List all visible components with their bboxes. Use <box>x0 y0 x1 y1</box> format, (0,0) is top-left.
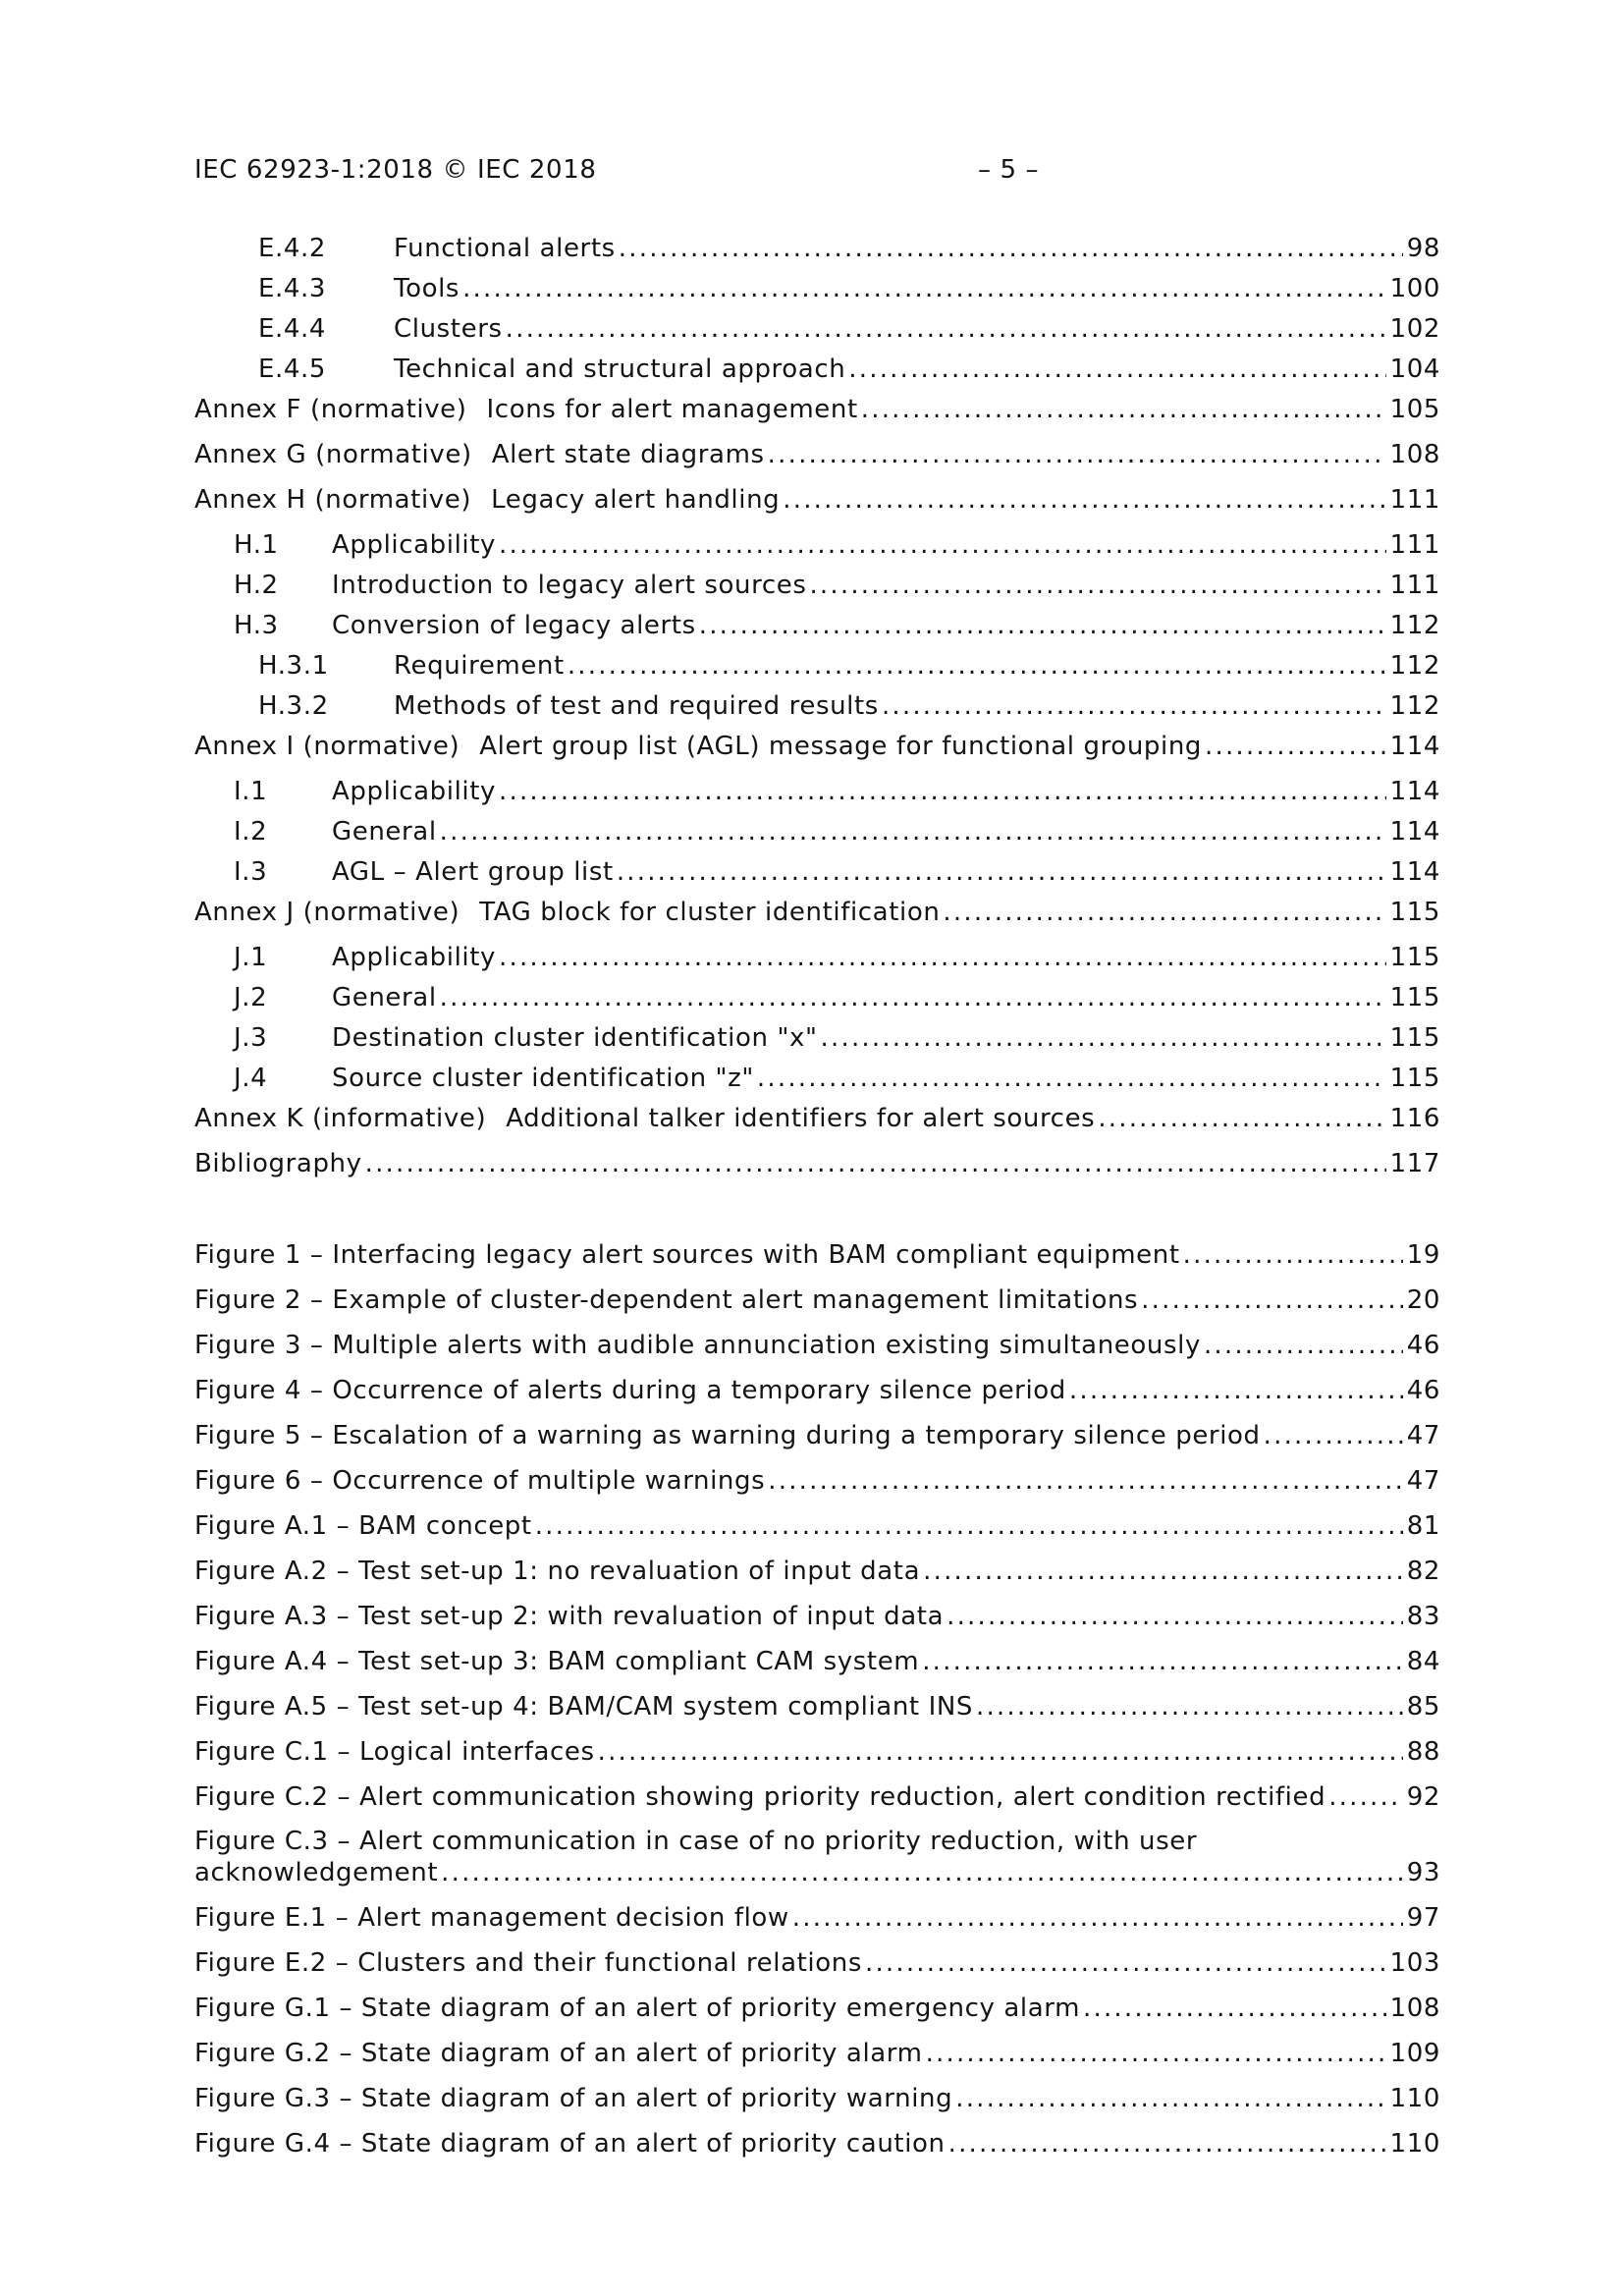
toc-entry-page: 115 <box>1389 1064 1440 1093</box>
toc-entry-page: 111 <box>1389 571 1440 600</box>
toc-entry-number: E.4.5 <box>258 355 327 384</box>
toc-leader <box>499 529 1386 561</box>
figure-entry-page: 108 <box>1389 1994 1440 2023</box>
figure-entry[interactable] <box>194 2128 1440 2159</box>
toc-entry-title: General <box>332 817 437 847</box>
toc-entry-title: Bibliography <box>194 1149 362 1178</box>
toc-entry-title: Legacy alert handling <box>491 485 781 515</box>
toc-entry-number: E.4.3 <box>258 274 327 303</box>
figure-entry-page: 83 <box>1406 1602 1440 1631</box>
toc-leader <box>861 394 1386 425</box>
toc-entry[interactable] <box>194 1103 1440 1134</box>
toc-leader <box>922 1646 1402 1677</box>
toc-leader <box>462 273 1386 304</box>
figure-entry-page: 110 <box>1389 2129 1440 2159</box>
toc-entry[interactable] <box>234 856 1440 888</box>
toc-leader <box>365 1148 1386 1179</box>
figure-entry[interactable] <box>194 2038 1440 2069</box>
figure-entry-title: Figure A.3 – Test set-up 2: with revaluation of input data <box>194 1602 945 1631</box>
toc-entry[interactable] <box>194 394 1440 425</box>
toc-entry-title: Technical and structural approach <box>394 355 846 384</box>
toc-entry-page: 111 <box>1389 485 1440 515</box>
toc-entry[interactable] <box>234 529 1440 561</box>
toc-entry-page: 112 <box>1389 691 1440 721</box>
toc-entry[interactable] <box>234 570 1440 601</box>
figure-entry[interactable] <box>194 1826 1440 1888</box>
toc-leader <box>809 570 1385 601</box>
toc-entry-page: 115 <box>1389 1023 1440 1053</box>
figure-entry-page: 46 <box>1406 1376 1440 1405</box>
toc-entry-title: Clusters <box>394 314 503 344</box>
toc-entry-title: General <box>332 983 437 1012</box>
toc-entry-page: 108 <box>1389 440 1440 469</box>
figure-entry[interactable] <box>194 1691 1440 1722</box>
toc-entry[interactable] <box>258 690 1440 722</box>
toc-entry-title: Methods of test and required results <box>394 691 879 721</box>
page-number: – 5 – <box>978 155 1040 185</box>
toc-entry-number: E.4.2 <box>258 234 327 263</box>
toc-leader <box>1183 1239 1403 1271</box>
toc-entry-title: Requirement <box>394 651 565 681</box>
toc-leader <box>783 484 1385 516</box>
toc-leader <box>1204 1330 1403 1361</box>
figure-entry-title: Figure A.1 – BAM concept <box>194 1511 532 1541</box>
toc-leader <box>568 650 1386 682</box>
toc-entry-number: Annex I (normative) <box>194 732 460 761</box>
toc-entry-number: H.3 <box>234 611 279 640</box>
figure-entry-page: 85 <box>1406 1692 1440 1722</box>
toc-entry-page: 102 <box>1389 314 1440 344</box>
toc-entry-number: H.3.1 <box>258 651 329 681</box>
figure-entry-page: 81 <box>1406 1511 1440 1541</box>
toc-entry-title: Introduction to legacy alert sources <box>332 571 807 600</box>
figure-entry-title: Figure G.4 – State diagram of an alert of priority caution <box>194 2129 946 2159</box>
toc-leader <box>1328 1781 1403 1813</box>
toc-leader <box>499 942 1386 973</box>
toc-entry-number: Annex K (informative) <box>194 1104 487 1133</box>
toc-entry-number: J.3 <box>234 1023 268 1053</box>
figure-entry-title: Figure 5 – Escalation of a warning as warning during a temporary silence period <box>194 1421 1261 1450</box>
toc-entry[interactable] <box>258 650 1440 682</box>
toc-entry-page: 117 <box>1389 1149 1440 1178</box>
figure-entry-page: 110 <box>1389 2084 1440 2113</box>
toc-entry-page: 114 <box>1389 857 1440 887</box>
figure-entry-title: Figure C.3 – Alert communication in case of no priority reduction, with user <box>194 1827 1198 1856</box>
figure-entry-page: 19 <box>1406 1240 1440 1270</box>
toc-entry-title: AGL – Alert group list <box>332 857 614 887</box>
toc-entry-number: J.2 <box>234 983 268 1012</box>
toc-entry-number: I.1 <box>234 777 268 806</box>
figure-entry-page: 47 <box>1406 1466 1440 1496</box>
toc-leader <box>598 1736 1403 1768</box>
toc-entry-number: I.3 <box>234 857 268 887</box>
toc-entry[interactable] <box>234 1022 1440 1054</box>
figure-entry-title: Figure 3 – Multiple alerts with audible annunciation existing simultaneously <box>194 1331 1201 1360</box>
toc-leader <box>955 2083 1385 2114</box>
toc-entry-page: 114 <box>1389 817 1440 847</box>
figure-entry[interactable] <box>194 1646 1440 1677</box>
figure-entry-title: Figure 4 – Occurrence of alerts during a temporary silence period <box>194 1376 1066 1405</box>
toc-entry[interactable] <box>234 1063 1440 1094</box>
figure-entry-page: 103 <box>1389 1948 1440 1978</box>
toc-entry-number: I.2 <box>234 817 268 847</box>
toc-entry-number: J.1 <box>234 943 268 972</box>
toc-entry-page: 112 <box>1389 651 1440 681</box>
toc-entry-title: Additional talker identifiers for alert sources <box>506 1104 1096 1133</box>
figure-entry[interactable] <box>194 1330 1440 1361</box>
toc-entry-page: 104 <box>1389 355 1440 384</box>
figure-entry-page: 88 <box>1406 1737 1440 1767</box>
toc-entry-title: Applicability <box>332 943 497 972</box>
figure-entry-page: 97 <box>1406 1903 1440 1933</box>
toc-entry-page: 98 <box>1406 234 1440 263</box>
toc-entry[interactable] <box>234 982 1440 1013</box>
toc-entry-number: Annex J (normative) <box>194 898 460 927</box>
toc-entry-number: E.4.4 <box>258 314 327 344</box>
figure-entry-title: Figure 6 – Occurrence of multiple warnings <box>194 1466 766 1496</box>
standard-designation: IEC 62923-1:2018 © IEC 2018 <box>194 155 597 185</box>
figure-entry[interactable] <box>194 1556 1440 1587</box>
figure-entry-title: Figure E.1 – Alert management decision flow <box>194 1903 789 1933</box>
figure-entry-title: Figure A.5 – Test set-up 4: BAM/CAM system compliant INS <box>194 1692 973 1722</box>
toc-entry-number: Annex F (normative) <box>194 395 467 424</box>
figure-entry-title: Figure C.1 – Logical interfaces <box>194 1737 595 1767</box>
toc-leader <box>1141 1285 1403 1316</box>
figure-entry-title: Figure A.2 – Test set-up 1: no revaluation of input data <box>194 1557 921 1586</box>
figure-entry[interactable] <box>194 1601 1440 1632</box>
toc-entry-title: Source cluster identification "z" <box>332 1064 754 1093</box>
toc-entry[interactable] <box>258 354 1440 385</box>
figure-entry-title: Figure E.2 – Clusters and their functional relations <box>194 1948 862 1978</box>
toc-entry-page: 115 <box>1389 898 1440 927</box>
toc-entry-title: Functional alerts <box>394 234 616 263</box>
toc-entry[interactable] <box>234 816 1440 847</box>
toc-leader <box>792 1902 1403 1934</box>
toc-entry[interactable] <box>258 273 1440 304</box>
toc-leader <box>1264 1420 1403 1451</box>
figure-entry-title: Figure G.3 – State diagram of an alert of priority warning <box>194 2084 953 2113</box>
figure-entry-page: 84 <box>1406 1647 1440 1676</box>
toc-entry-title: Conversion of legacy alerts <box>332 611 696 640</box>
toc-entry[interactable] <box>258 313 1440 345</box>
toc-entry-page: 105 <box>1389 395 1440 424</box>
toc-leader <box>948 2128 1386 2159</box>
figure-entry-page: 20 <box>1406 1285 1440 1315</box>
figure-entry-title: Figure G.2 – State diagram of an alert of priority alarm <box>194 2039 923 2068</box>
toc-leader <box>1098 1103 1385 1134</box>
toc-entry-page: 116 <box>1389 1104 1440 1133</box>
toc-leader <box>923 1556 1403 1587</box>
toc-leader <box>768 1465 1402 1497</box>
toc-entry[interactable] <box>194 731 1440 762</box>
figure-entry[interactable] <box>194 1947 1440 1979</box>
toc-leader <box>757 1063 1386 1094</box>
figure-entry[interactable] <box>194 1902 1440 1934</box>
figure-entry-title: Figure 1 – Interfacing legacy alert sources with BAM compliant equipment <box>194 1240 1180 1270</box>
toc-entry-title: Alert group list (AGL) message for functional grouping <box>479 732 1203 761</box>
toc-entry-number: H.3.2 <box>258 691 329 721</box>
toc-entry-page: 114 <box>1389 732 1440 761</box>
figure-entry-page: 93 <box>1406 1858 1440 1887</box>
figure-entry[interactable] <box>194 2083 1440 2114</box>
toc-entry-title: Alert state diagrams <box>491 440 765 469</box>
toc-leader <box>506 313 1386 345</box>
toc-entry-number: Annex H (normative) <box>194 485 472 515</box>
toc-leader <box>440 982 1386 1013</box>
toc-leader <box>619 233 1403 264</box>
toc-entry[interactable] <box>194 484 1440 516</box>
toc-entry-number: H.1 <box>234 530 279 560</box>
toc-entry-title: Applicability <box>332 530 497 560</box>
toc-entry-number: Annex G (normative) <box>194 440 472 469</box>
toc-leader <box>1083 1993 1386 2024</box>
figure-entry-page: 46 <box>1406 1331 1440 1360</box>
toc-entry-number: H.2 <box>234 571 279 600</box>
toc-entry[interactable] <box>258 233 1440 264</box>
toc-entry-page: 114 <box>1389 777 1440 806</box>
toc-leader <box>947 1601 1403 1632</box>
toc-leader <box>821 1022 1386 1054</box>
figure-entry-title-continued: acknowledgement <box>194 1858 439 1887</box>
toc-entry[interactable] <box>194 439 1440 470</box>
toc-leader <box>617 856 1386 888</box>
figure-entry-page: 47 <box>1406 1421 1440 1450</box>
figure-entry-title: Figure 2 – Example of cluster-dependent alert management limitations <box>194 1285 1139 1315</box>
toc-leader <box>943 897 1385 928</box>
figure-entry-page: 109 <box>1389 2039 1440 2068</box>
toc-leader <box>848 354 1385 385</box>
toc-leader <box>699 610 1386 641</box>
figure-entry-title: Figure C.2 – Alert communication showing priority reduction, alert condition rectified <box>194 1782 1326 1812</box>
toc-entry-title: Icons for alert management <box>486 395 858 424</box>
figure-entry[interactable] <box>194 1510 1440 1542</box>
figure-entry-page: 82 <box>1406 1557 1440 1586</box>
toc-leader <box>926 2038 1386 2069</box>
toc-entry-page: 112 <box>1389 611 1440 640</box>
toc-entry-title: TAG block for cluster identification <box>479 898 941 927</box>
toc-leader <box>499 776 1386 807</box>
figure-entry-page: 92 <box>1406 1782 1440 1812</box>
toc-leader <box>976 1691 1403 1722</box>
figure-entry[interactable] <box>194 1993 1440 2024</box>
figure-entry[interactable] <box>194 1375 1440 1406</box>
figure-entry[interactable] <box>194 1465 1440 1497</box>
toc-leader <box>535 1510 1403 1542</box>
figure-entry[interactable] <box>194 1781 1440 1813</box>
figure-entry[interactable] <box>194 1239 1440 1271</box>
toc-entry-number: J.4 <box>234 1064 268 1093</box>
toc-entry[interactable] <box>234 942 1440 973</box>
figure-entry-title: Figure G.1 – State diagram of an alert of priority emergency alarm <box>194 1994 1081 2023</box>
figure-entry[interactable] <box>194 1285 1440 1316</box>
toc-leader <box>1069 1375 1403 1406</box>
toc-leader <box>1205 731 1386 762</box>
toc-entry[interactable] <box>194 1148 1440 1179</box>
toc-entry-page: 100 <box>1389 274 1440 303</box>
toc-leader <box>882 690 1386 722</box>
toc-entry-title: Tools <box>394 274 460 303</box>
toc-leader <box>865 1947 1386 1979</box>
figure-entry-continuation <box>194 1857 1440 1888</box>
toc-entry-page: 115 <box>1389 943 1440 972</box>
toc-entry-title: Destination cluster identification "x" <box>332 1023 818 1053</box>
figure-entry[interactable] <box>194 1736 1440 1768</box>
toc-leader <box>440 816 1386 847</box>
toc-entry-page: 111 <box>1389 530 1440 560</box>
toc-entry[interactable] <box>234 610 1440 641</box>
toc-entry-page: 115 <box>1389 983 1440 1012</box>
toc-entry[interactable] <box>194 897 1440 928</box>
figure-entry-title: Figure A.4 – Test set-up 3: BAM compliant CAM system <box>194 1647 920 1676</box>
figure-entry[interactable] <box>194 1420 1440 1451</box>
toc-entry-title: Applicability <box>332 777 497 806</box>
toc-leader <box>441 1857 1403 1888</box>
toc-leader <box>768 439 1386 470</box>
page-header <box>194 155 1441 194</box>
toc-entry[interactable] <box>234 776 1440 807</box>
